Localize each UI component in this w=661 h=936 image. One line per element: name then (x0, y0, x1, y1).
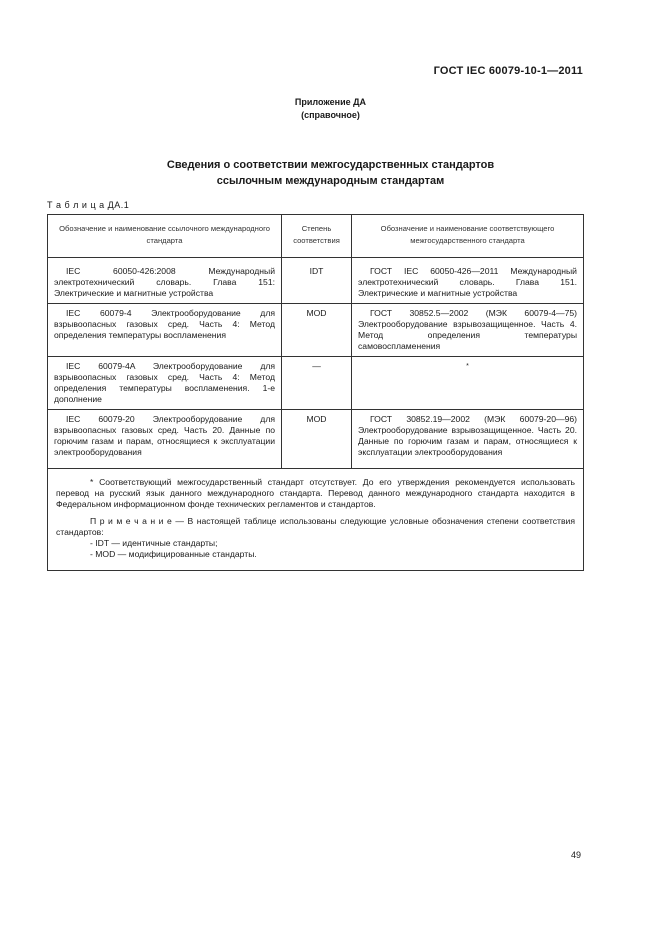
standard-code-header: ГОСТ IEC 60079-10-1—2011 (433, 65, 583, 77)
header-national-standard: Обозначение и наименование соответствующего межгосударственного стандарта (352, 215, 584, 258)
footnote-text: * Соответствующий межгосударственный стандарт отсутствует. До его утверждения рекомендуется использовать перевод на русский язык данного международного стандарта. Перевод данного международного стандарта находится в Федеральном информационном фонде технических регламентов и стандартов. (56, 477, 575, 509)
note-item-idt: - IDT — идентичные стандарты; (90, 538, 218, 548)
note-item-mod: - MOD — модифицированные стандарты. (90, 549, 257, 559)
cell-national: ГОСТ IEC 60050-426—2011 Международный электротехнический словарь. Глава 151. Электрические и магнитные устройства (352, 258, 584, 304)
cell-degree: — (282, 357, 352, 410)
cell-intl: IEC 60050-426:2008 Международный электротехнический словарь. Глава 151: Электрические и магнитные устройства (48, 258, 282, 304)
cell-intl: IEC 60079-20 Электрооборудование для взрывоопасных газовых сред. Часть 20. Данные по горючим газам и парам, относящиеся к эксплуатации электрооборудования (48, 410, 282, 469)
header-degree: Степень соответствия (282, 215, 352, 258)
cell-national: ГОСТ 30852.5—2002 (МЭК 60079-4—75) Электрооборудование взрывозащищенное. Часть 4. Метод определения температуры самовоспламенения (352, 304, 584, 357)
footnote-cell (48, 469, 584, 571)
table-row (48, 304, 584, 357)
cell-degree: IDT (282, 258, 352, 304)
appendix-subtitle: (справочное) (301, 110, 360, 120)
section-title-line1: Сведения о соответствии межгосударственных стандартов (166, 159, 495, 171)
table-row (48, 258, 584, 304)
note-list (56, 538, 575, 560)
table-caption: Т а б л и ц а ДА.1 (47, 200, 130, 210)
appendix-heading (0, 96, 661, 122)
cell-degree: MOD (282, 410, 352, 469)
section-title-line2: ссылочным международным стандартам (216, 175, 445, 187)
table-footnote-row (48, 469, 584, 571)
table-header-row (48, 215, 584, 258)
correspondence-table (47, 214, 584, 571)
table-row (48, 357, 584, 410)
cell-intl: IEC 60079-4A Электрооборудование для взрывоопасных газовых сред. Часть 4: Метод определения температуры воспламенения. 1-е дополнение (48, 357, 282, 410)
cell-intl: IEC 60079-4 Электрооборудование для взрывоопасных газовых сред. Часть 4: Метод определения температуры воспламенения (48, 304, 282, 357)
section-title (0, 157, 661, 189)
appendix-title: Приложение ДА (294, 97, 367, 107)
footnote-marker: * (466, 363, 469, 370)
page-number: 49 (570, 850, 581, 860)
cell-degree: MOD (282, 304, 352, 357)
header-intl-standard: Обозначение и наименование ссылочного международного стандарта (48, 215, 282, 258)
cell-national: ГОСТ 30852.19—2002 (МЭК 60079-20—96) Электрооборудование взрывозащищенное. Часть 20. Данные по горючим газам и парам, относящиеся к эксплуатации электрооборудования (352, 410, 584, 469)
cell-national (352, 357, 584, 410)
table-row (48, 410, 584, 469)
note-intro: П р и м е ч а н и е — В настоящей таблице использованы следующие условные обозначения степени соответствия стандартов: (56, 516, 575, 537)
